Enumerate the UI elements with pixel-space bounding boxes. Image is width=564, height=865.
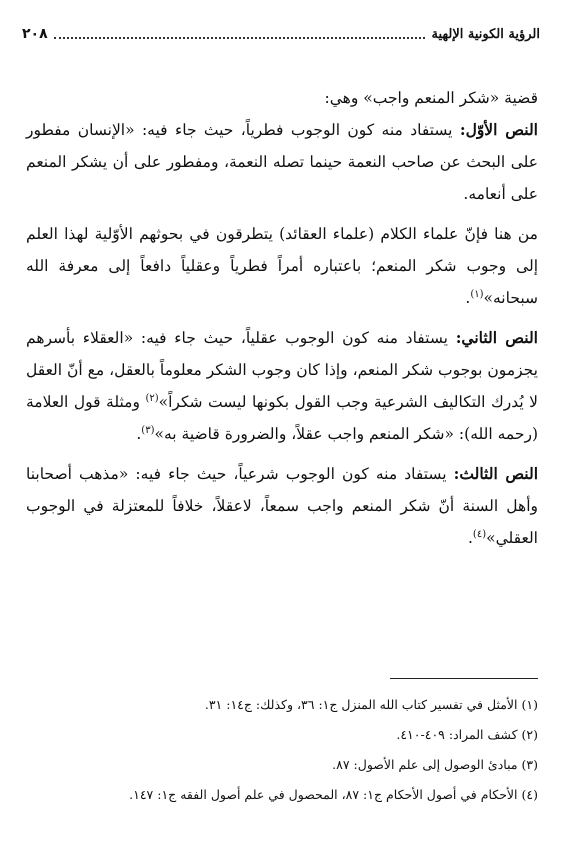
second-text-label: النص الثاني:	[455, 328, 538, 347]
main-text	[26, 82, 538, 554]
kalam-end: .	[465, 289, 471, 307]
third-text-body: يستفاد منه كون الوجوب شرعياً، حيث جاء فيه: «مذهب أصحابنا وأهل السنة أنّ شكر المنعم واجب سمعاً، لاعقلاً، خلافاً للمعتزلة في الوجوب العقلي»	[26, 465, 538, 547]
footnote-ref-2[interactable]: (٢)	[145, 392, 159, 404]
header-dotted-leader	[54, 37, 426, 39]
first-text-body: يستفاد منه كون الوجوب فطرياً، حيث جاء فيه: «الإنسان مفطور على البحث عن صاحب النعمة حينما تصله النعمة، ومفطور على أن يشكر المنعم على أنعامه.	[26, 121, 538, 203]
second-text-mid: ومثلة قول العلامة (رحمه الله): «شكر المنعم واجب عقلاً، والضرورة قاضية به»	[26, 393, 538, 443]
paragraph-third-text	[26, 458, 538, 554]
second-text-end: .	[136, 425, 142, 443]
paragraph-kalam	[26, 218, 538, 314]
footnote-ref-4[interactable]: (٤)	[472, 528, 487, 540]
footnote-1: (١) الأمثل في تفسير كتاب الله المنزل ج١: ٣٦، وكذلك: ج١٤: ٣١.	[204, 697, 538, 712]
first-text-label: النص الأوّل:	[459, 120, 538, 139]
footnote-ref-3[interactable]: (٣)	[141, 424, 155, 436]
footnote-3: (٣) مبادئ الوصول إلى علم الأصول: ٨٧.	[332, 757, 538, 772]
third-text-end: .	[467, 529, 473, 547]
second-text-body: يستفاد منه كون الوجوب عقلياً، حيث جاء فيه: «العقلاء بأسرهم يجزمون بوجوب شكر المنعم، وإذا كان وجوب الشكر معلوماً بالعقل، مع أنّ العقل لا يُدرك التكاليف الشرعية وجب القول بكونها ليست شكراً»	[26, 329, 539, 411]
page-header	[22, 22, 540, 46]
footnote-2: (٢) كشف المراد: ٤٠٩-٤١٠.	[396, 727, 538, 742]
footnote-separator	[390, 678, 538, 679]
intro-line: قضية «شكر المنعم واجب» وهي:	[324, 89, 538, 107]
footnotes	[26, 690, 538, 810]
running-title: الرؤية الكونية الإلهية	[431, 26, 540, 42]
paragraph-second-text	[26, 322, 538, 450]
page-number: ٢٠٨	[22, 26, 48, 42]
footnote-ref-1[interactable]: (١)	[470, 288, 484, 300]
footnote-4: (٤) الأحكام في أصول الأحكام ج١: ٨٧، المحصول في علم أصول الفقه ج١: ١٤٧.	[129, 787, 538, 802]
paragraph-first-text	[26, 114, 538, 210]
kalam-text: من هنا فإنّ علماء الكلام (علماء العقائد) يتطرقون في بحوثهم الأوّلية لهذا العلم إلى وجوب شكر المنعم؛ باعتباره أمراً فطرياً وعقلياً دافعاً إلى معرفة الله سبحانه»	[26, 225, 538, 307]
third-text-label: النص الثالث:	[453, 464, 539, 483]
